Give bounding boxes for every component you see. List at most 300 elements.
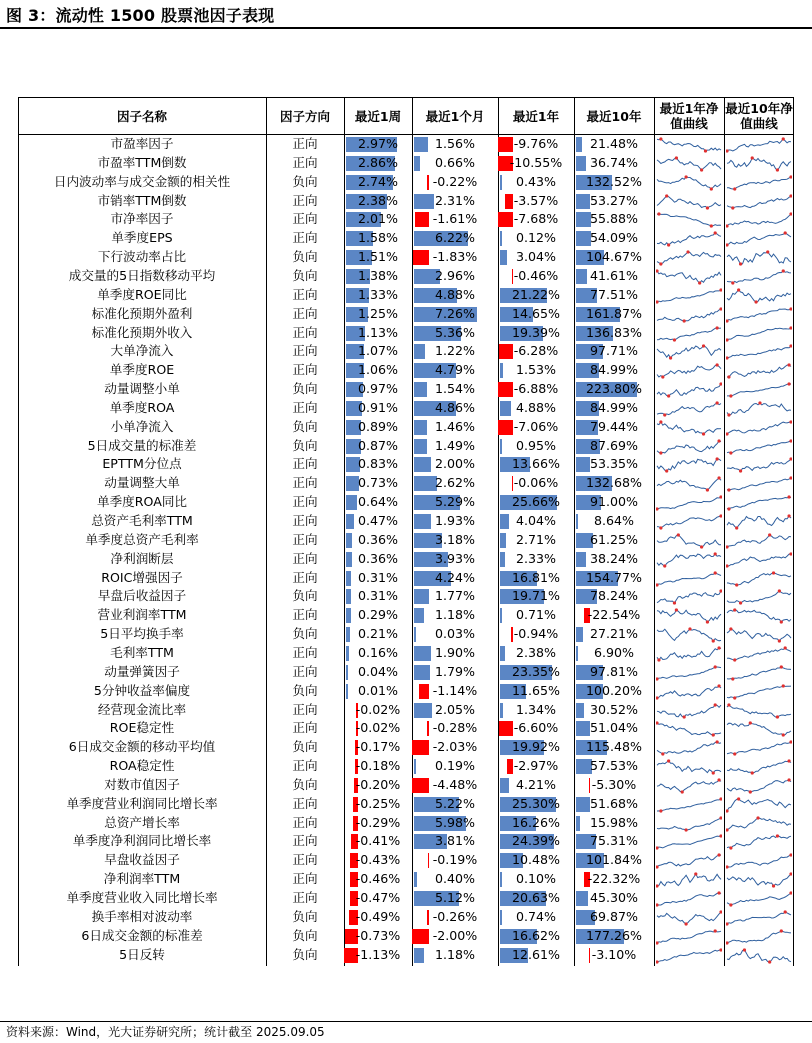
- value-text: 13.66%: [511, 456, 561, 472]
- value-bar: [346, 684, 348, 699]
- value-text: 1.49%: [434, 437, 475, 453]
- return-y1: [498, 776, 574, 795]
- value-bar: [414, 344, 425, 359]
- curve-10year-cell: [724, 832, 794, 851]
- net-value-curve: [726, 551, 792, 569]
- return-m1: [412, 248, 498, 267]
- net-value-curve: [656, 513, 722, 531]
- curve-marker: [776, 835, 779, 838]
- curve-line: [727, 686, 791, 698]
- curve-marker: [656, 508, 659, 511]
- return-y1: [498, 908, 574, 927]
- curve-line: [727, 761, 791, 773]
- curve-marker: [784, 910, 787, 913]
- value-text: 0.12%: [515, 230, 556, 246]
- curve-marker: [772, 571, 775, 574]
- value-bar: [414, 948, 424, 963]
- curve-marker: [714, 232, 717, 235]
- curve-1year-cell: [654, 701, 724, 720]
- return-w1: [344, 361, 412, 380]
- factor-direction: 负向: [292, 437, 318, 453]
- curve-1year-cell: [654, 644, 724, 663]
- return-y10: [574, 192, 654, 211]
- curve-1year-cell: [654, 832, 724, 851]
- value-bar: [498, 137, 513, 152]
- curve-marker: [684, 828, 687, 831]
- value-bar: [500, 439, 502, 454]
- factor-name: EPTTM分位点: [102, 456, 182, 472]
- curve-line: [657, 459, 721, 471]
- curve-10year-cell: [724, 135, 794, 154]
- value-text: 1.33%: [357, 286, 398, 302]
- curve-marker: [749, 722, 752, 725]
- curve-marker: [710, 187, 713, 190]
- value-text: 41.61%: [589, 267, 639, 283]
- net-value-curve: [726, 626, 792, 644]
- return-w1: [344, 682, 412, 701]
- curve-marker: [726, 357, 729, 360]
- table-row: [18, 682, 794, 701]
- table-row: [18, 135, 794, 154]
- curve-marker: [712, 639, 715, 642]
- curve-marker: [683, 319, 686, 322]
- value-text: 1.53%: [515, 362, 556, 378]
- curve-line: [657, 818, 721, 830]
- curve-marker: [717, 439, 720, 442]
- return-w1: [344, 342, 412, 361]
- curve-line: [657, 497, 721, 509]
- value-bar: [576, 552, 586, 567]
- curve-marker: [659, 526, 662, 529]
- factor-direction: 负向: [292, 173, 318, 189]
- return-w1: [344, 210, 412, 229]
- value-text: 38.24%: [589, 550, 639, 566]
- value-text: 1.18%: [434, 607, 475, 623]
- curve-10year-cell: [724, 286, 794, 305]
- curve-line: [727, 516, 791, 528]
- value-text: -2.00%: [432, 927, 478, 943]
- value-bar: [346, 646, 349, 661]
- return-w1: [344, 324, 412, 343]
- curve-marker: [758, 401, 761, 404]
- value-text: -2.03%: [432, 739, 478, 755]
- curve-marker: [756, 816, 759, 819]
- table-row: [18, 324, 794, 343]
- value-text: -3.57%: [513, 192, 559, 208]
- net-value-curve: [656, 211, 722, 229]
- value-text: 36.74%: [589, 154, 639, 170]
- value-text: -0.73%: [355, 927, 401, 943]
- factor-name: 下行波动率占比: [97, 249, 187, 265]
- value-bar: [576, 816, 580, 831]
- value-text: -1.61%: [432, 211, 478, 227]
- value-bar: [576, 797, 590, 812]
- factor-name: 对数市值因子: [104, 776, 180, 792]
- curve-line: [657, 328, 721, 340]
- factor-direction: 负向: [292, 588, 318, 604]
- curve-1year-cell: [654, 286, 724, 305]
- value-text: 8.64%: [593, 513, 634, 528]
- curve-marker: [780, 929, 783, 932]
- curve-marker: [789, 552, 792, 555]
- value-text: -0.46%: [355, 871, 401, 887]
- value-bar: [346, 627, 350, 642]
- return-w1: [344, 192, 412, 211]
- factor-name: 早盘收益因子: [104, 852, 180, 868]
- return-y10: [574, 305, 654, 324]
- value-text: 0.91%: [357, 399, 398, 415]
- value-text: 4.24%: [434, 569, 475, 585]
- return-m1: [412, 889, 498, 908]
- factor-name: 换手率相对波动率: [91, 908, 193, 924]
- title-rule: [0, 27, 812, 29]
- value-bar: [346, 495, 357, 510]
- net-value-curve: [726, 852, 792, 870]
- return-y1: [498, 795, 574, 814]
- value-text: 84.99%: [589, 399, 639, 415]
- factor-direction: 正向: [292, 513, 318, 528]
- net-value-curve: [656, 287, 722, 305]
- value-bar: [500, 363, 503, 378]
- curve-10year-cell: [724, 455, 794, 474]
- column-divider: [724, 97, 725, 966]
- curve-line: [727, 723, 791, 735]
- curve-marker: [656, 960, 659, 963]
- return-y1: [498, 493, 574, 512]
- value-text: 3.18%: [434, 531, 475, 547]
- factor-name: 动量调整大单: [104, 475, 180, 491]
- curve-marker: [733, 753, 736, 756]
- curve-marker: [717, 477, 720, 480]
- net-value-curve: [656, 720, 722, 738]
- return-y10: [574, 399, 654, 418]
- net-value-curve: [726, 249, 792, 267]
- net-value-curve: [726, 268, 792, 286]
- return-w1: [344, 380, 412, 399]
- return-y1: [498, 587, 574, 606]
- figure-title: 图 3：流动性 1500 股票池因子表现: [6, 6, 275, 25]
- curve-1year-cell: [654, 154, 724, 173]
- curve-line: [727, 252, 791, 264]
- table-row: [18, 474, 794, 493]
- curve-10year-cell: [724, 531, 794, 550]
- value-text: 19.71%: [511, 588, 561, 604]
- curve-10year-cell: [724, 229, 794, 248]
- return-w1: [344, 455, 412, 474]
- return-y10: [574, 474, 654, 493]
- curve-marker: [714, 665, 717, 668]
- value-text: 0.43%: [515, 173, 556, 189]
- table-row: [18, 569, 794, 588]
- curve-1year-cell: [654, 719, 724, 738]
- value-text: 6.90%: [593, 644, 634, 660]
- table-row: [18, 248, 794, 267]
- net-value-curve: [656, 852, 722, 870]
- curve-10year-cell: [724, 701, 794, 720]
- curve-marker: [702, 345, 705, 348]
- return-y1: [498, 361, 574, 380]
- value-text: -7.68%: [513, 211, 559, 227]
- net-value-curve: [726, 136, 792, 154]
- value-text: -10.55%: [509, 154, 563, 170]
- curve-line: [727, 403, 791, 415]
- curve-1year-cell: [654, 324, 724, 343]
- return-y10: [574, 946, 654, 965]
- value-bar: [498, 212, 513, 227]
- return-y1: [498, 757, 574, 776]
- column-divider: [344, 97, 345, 966]
- net-value-curve: [656, 645, 722, 663]
- value-text: 2.31%: [434, 192, 475, 208]
- curve-line: [727, 799, 791, 811]
- net-value-curve: [726, 871, 792, 889]
- return-m1: [412, 625, 498, 644]
- value-bar: [414, 703, 432, 718]
- return-y1: [498, 455, 574, 474]
- net-value-curve: [656, 739, 722, 757]
- return-y10: [574, 550, 654, 569]
- value-text: 0.10%: [515, 871, 556, 887]
- curve-line: [657, 384, 721, 396]
- return-w1: [344, 305, 412, 324]
- curve-line: [727, 554, 791, 566]
- value-text: 0.01%: [357, 682, 398, 698]
- value-text: 27.21%: [589, 626, 639, 642]
- curve-marker: [714, 552, 717, 555]
- factor-name: ROA稳定性: [109, 758, 175, 774]
- value-text: 2.05%: [434, 701, 475, 717]
- curve-1year-cell: [654, 776, 724, 795]
- value-text: 2.33%: [515, 550, 556, 566]
- return-y1: [498, 248, 574, 267]
- value-text: -0.28%: [432, 720, 478, 736]
- curve-marker: [717, 778, 720, 781]
- value-text: 97.71%: [589, 343, 639, 359]
- table-row: [18, 889, 794, 908]
- return-m1: [412, 210, 498, 229]
- curve-line: [657, 667, 721, 679]
- curve-marker: [684, 175, 687, 178]
- value-text: 1.18%: [434, 946, 475, 962]
- curve-marker: [727, 703, 730, 706]
- curve-marker: [782, 269, 785, 272]
- curve-marker: [661, 753, 664, 756]
- net-value-curve: [726, 890, 792, 908]
- value-text: 12.61%: [511, 946, 561, 962]
- curve-marker: [729, 394, 732, 397]
- value-bar: [500, 552, 505, 567]
- value-text: 1.06%: [357, 362, 398, 378]
- curve-marker: [729, 451, 732, 454]
- curve-marker: [702, 432, 705, 435]
- value-text: 1.56%: [434, 136, 475, 151]
- value-text: -0.02%: [355, 701, 401, 717]
- net-value-curve: [656, 570, 722, 588]
- curve-marker: [731, 677, 734, 680]
- factor-name: 市净率因子: [110, 211, 174, 227]
- value-text: 3.81%: [434, 833, 475, 849]
- curve-marker: [712, 734, 715, 737]
- curve-marker: [659, 809, 662, 812]
- factor-name: 成交量的5日指数移动平均: [68, 267, 216, 283]
- net-value-curve: [656, 438, 722, 456]
- curve-line: [657, 535, 721, 547]
- net-value-curve: [656, 155, 722, 173]
- curve-line: [727, 931, 791, 943]
- value-text: 101.84%: [585, 852, 643, 868]
- value-text: 2.01%: [357, 211, 398, 227]
- net-value-curve: [656, 381, 722, 399]
- curve-10year-cell: [724, 946, 794, 965]
- curve-line: [657, 723, 721, 735]
- table-row: [18, 512, 794, 531]
- header-10year: 最近10年: [574, 97, 654, 135]
- net-value-curve: [656, 136, 722, 154]
- curve-1year-cell: [654, 625, 724, 644]
- curve-marker: [677, 533, 680, 536]
- value-text: 1.38%: [357, 267, 398, 283]
- curve-marker: [663, 413, 666, 416]
- factor-name: 市销率TTM倒数: [97, 192, 187, 208]
- curve-line: [727, 780, 791, 792]
- return-m1: [412, 757, 498, 776]
- factor-name: 市盈率因子: [110, 136, 174, 151]
- value-text: 0.31%: [357, 569, 398, 585]
- factor-name: 经营现金流比率: [97, 701, 187, 717]
- table-row: [18, 531, 794, 550]
- return-y1: [498, 286, 574, 305]
- value-text: 2.86%: [357, 154, 398, 170]
- factor-direction: 正向: [292, 569, 318, 585]
- return-y10: [574, 701, 654, 720]
- return-y10: [574, 286, 654, 305]
- return-w1: [344, 663, 412, 682]
- curve-line: [657, 139, 721, 151]
- curve-line: [657, 214, 721, 226]
- return-w1: [344, 606, 412, 625]
- curve-marker: [673, 338, 676, 341]
- return-y10: [574, 663, 654, 682]
- curve-marker: [743, 948, 746, 951]
- curve-marker: [787, 514, 790, 517]
- return-y1: [498, 305, 574, 324]
- value-text: 1.25%: [357, 305, 398, 321]
- curve-marker: [784, 232, 787, 235]
- return-y10: [574, 361, 654, 380]
- factor-direction: 正向: [292, 324, 318, 340]
- value-text: 61.25%: [589, 531, 639, 547]
- net-value-curve: [656, 343, 722, 361]
- value-bar: [414, 420, 427, 435]
- curve-marker: [778, 639, 781, 642]
- factor-name: 市盈率TTM倒数: [97, 154, 187, 170]
- value-bar: [414, 759, 416, 774]
- curve-marker: [714, 571, 717, 574]
- curve-10year-cell: [724, 342, 794, 361]
- factor-direction: 正向: [292, 663, 318, 679]
- value-bar: [428, 853, 430, 868]
- return-y10: [574, 870, 654, 889]
- value-bar: [589, 948, 591, 963]
- return-y10: [574, 587, 654, 606]
- value-text: -0.18%: [355, 758, 401, 774]
- curve-line: [657, 799, 721, 811]
- net-value-curve: [726, 211, 792, 229]
- value-bar: [414, 156, 420, 171]
- value-text: 24.39%: [511, 833, 561, 849]
- curve-10year-cell: [724, 380, 794, 399]
- net-value-curve: [726, 777, 792, 795]
- net-value-curve: [726, 758, 792, 776]
- factor-direction: 正向: [292, 475, 318, 491]
- return-w1: [344, 550, 412, 569]
- value-text: -0.06%: [513, 475, 559, 491]
- table-row: [18, 625, 794, 644]
- net-value-curve: [656, 400, 722, 418]
- net-value-curve: [656, 494, 722, 512]
- value-bar: [499, 344, 513, 359]
- net-value-curve: [656, 664, 722, 682]
- return-w1: [344, 512, 412, 531]
- value-bar: [414, 665, 430, 680]
- factor-direction: 负向: [292, 776, 318, 792]
- value-bar: [500, 250, 507, 265]
- return-w1: [344, 173, 412, 192]
- curve-line: [727, 667, 791, 679]
- value-text: 91.00%: [589, 494, 639, 510]
- curve-line: [727, 573, 791, 585]
- curve-1year-cell: [654, 946, 724, 965]
- value-text: 20.63%: [511, 890, 561, 905]
- value-text: -0.20%: [355, 776, 401, 792]
- return-w1: [344, 870, 412, 889]
- table-row: [18, 210, 794, 229]
- factor-name: 总资产毛利率TTM: [91, 513, 193, 528]
- curve-line: [657, 196, 721, 208]
- net-value-curve: [656, 702, 722, 720]
- curve-10year-cell: [724, 437, 794, 456]
- value-text: 0.74%: [515, 908, 556, 924]
- curve-marker: [731, 206, 734, 209]
- curve-line: [657, 912, 721, 924]
- value-text: 4.21%: [515, 776, 556, 792]
- net-value-curve: [726, 419, 792, 437]
- source-note: 资料来源：Wind，光大证券研究所；统计截至 2025.09.05: [6, 1025, 325, 1039]
- return-m1: [412, 682, 498, 701]
- curve-marker: [739, 262, 742, 265]
- curve-line: [727, 591, 791, 603]
- value-text: 5.36%: [434, 324, 475, 340]
- curve-line: [727, 290, 791, 302]
- return-w1: [344, 229, 412, 248]
- factor-direction: 正向: [292, 890, 318, 905]
- return-y10: [574, 512, 654, 531]
- net-value-curve: [656, 456, 722, 474]
- curve-10year-cell: [724, 776, 794, 795]
- return-y10: [574, 135, 654, 154]
- curve-1year-cell: [654, 738, 724, 757]
- value-bar: [576, 457, 590, 472]
- curve-10year-cell: [724, 512, 794, 531]
- value-bar: [414, 476, 437, 491]
- net-value-curve: [656, 325, 722, 343]
- curve-line: [657, 233, 721, 245]
- net-value-curve: [656, 362, 722, 380]
- value-bar: [500, 231, 502, 246]
- return-m1: [412, 324, 498, 343]
- value-text: -4.48%: [432, 776, 478, 792]
- curve-10year-cell: [724, 192, 794, 211]
